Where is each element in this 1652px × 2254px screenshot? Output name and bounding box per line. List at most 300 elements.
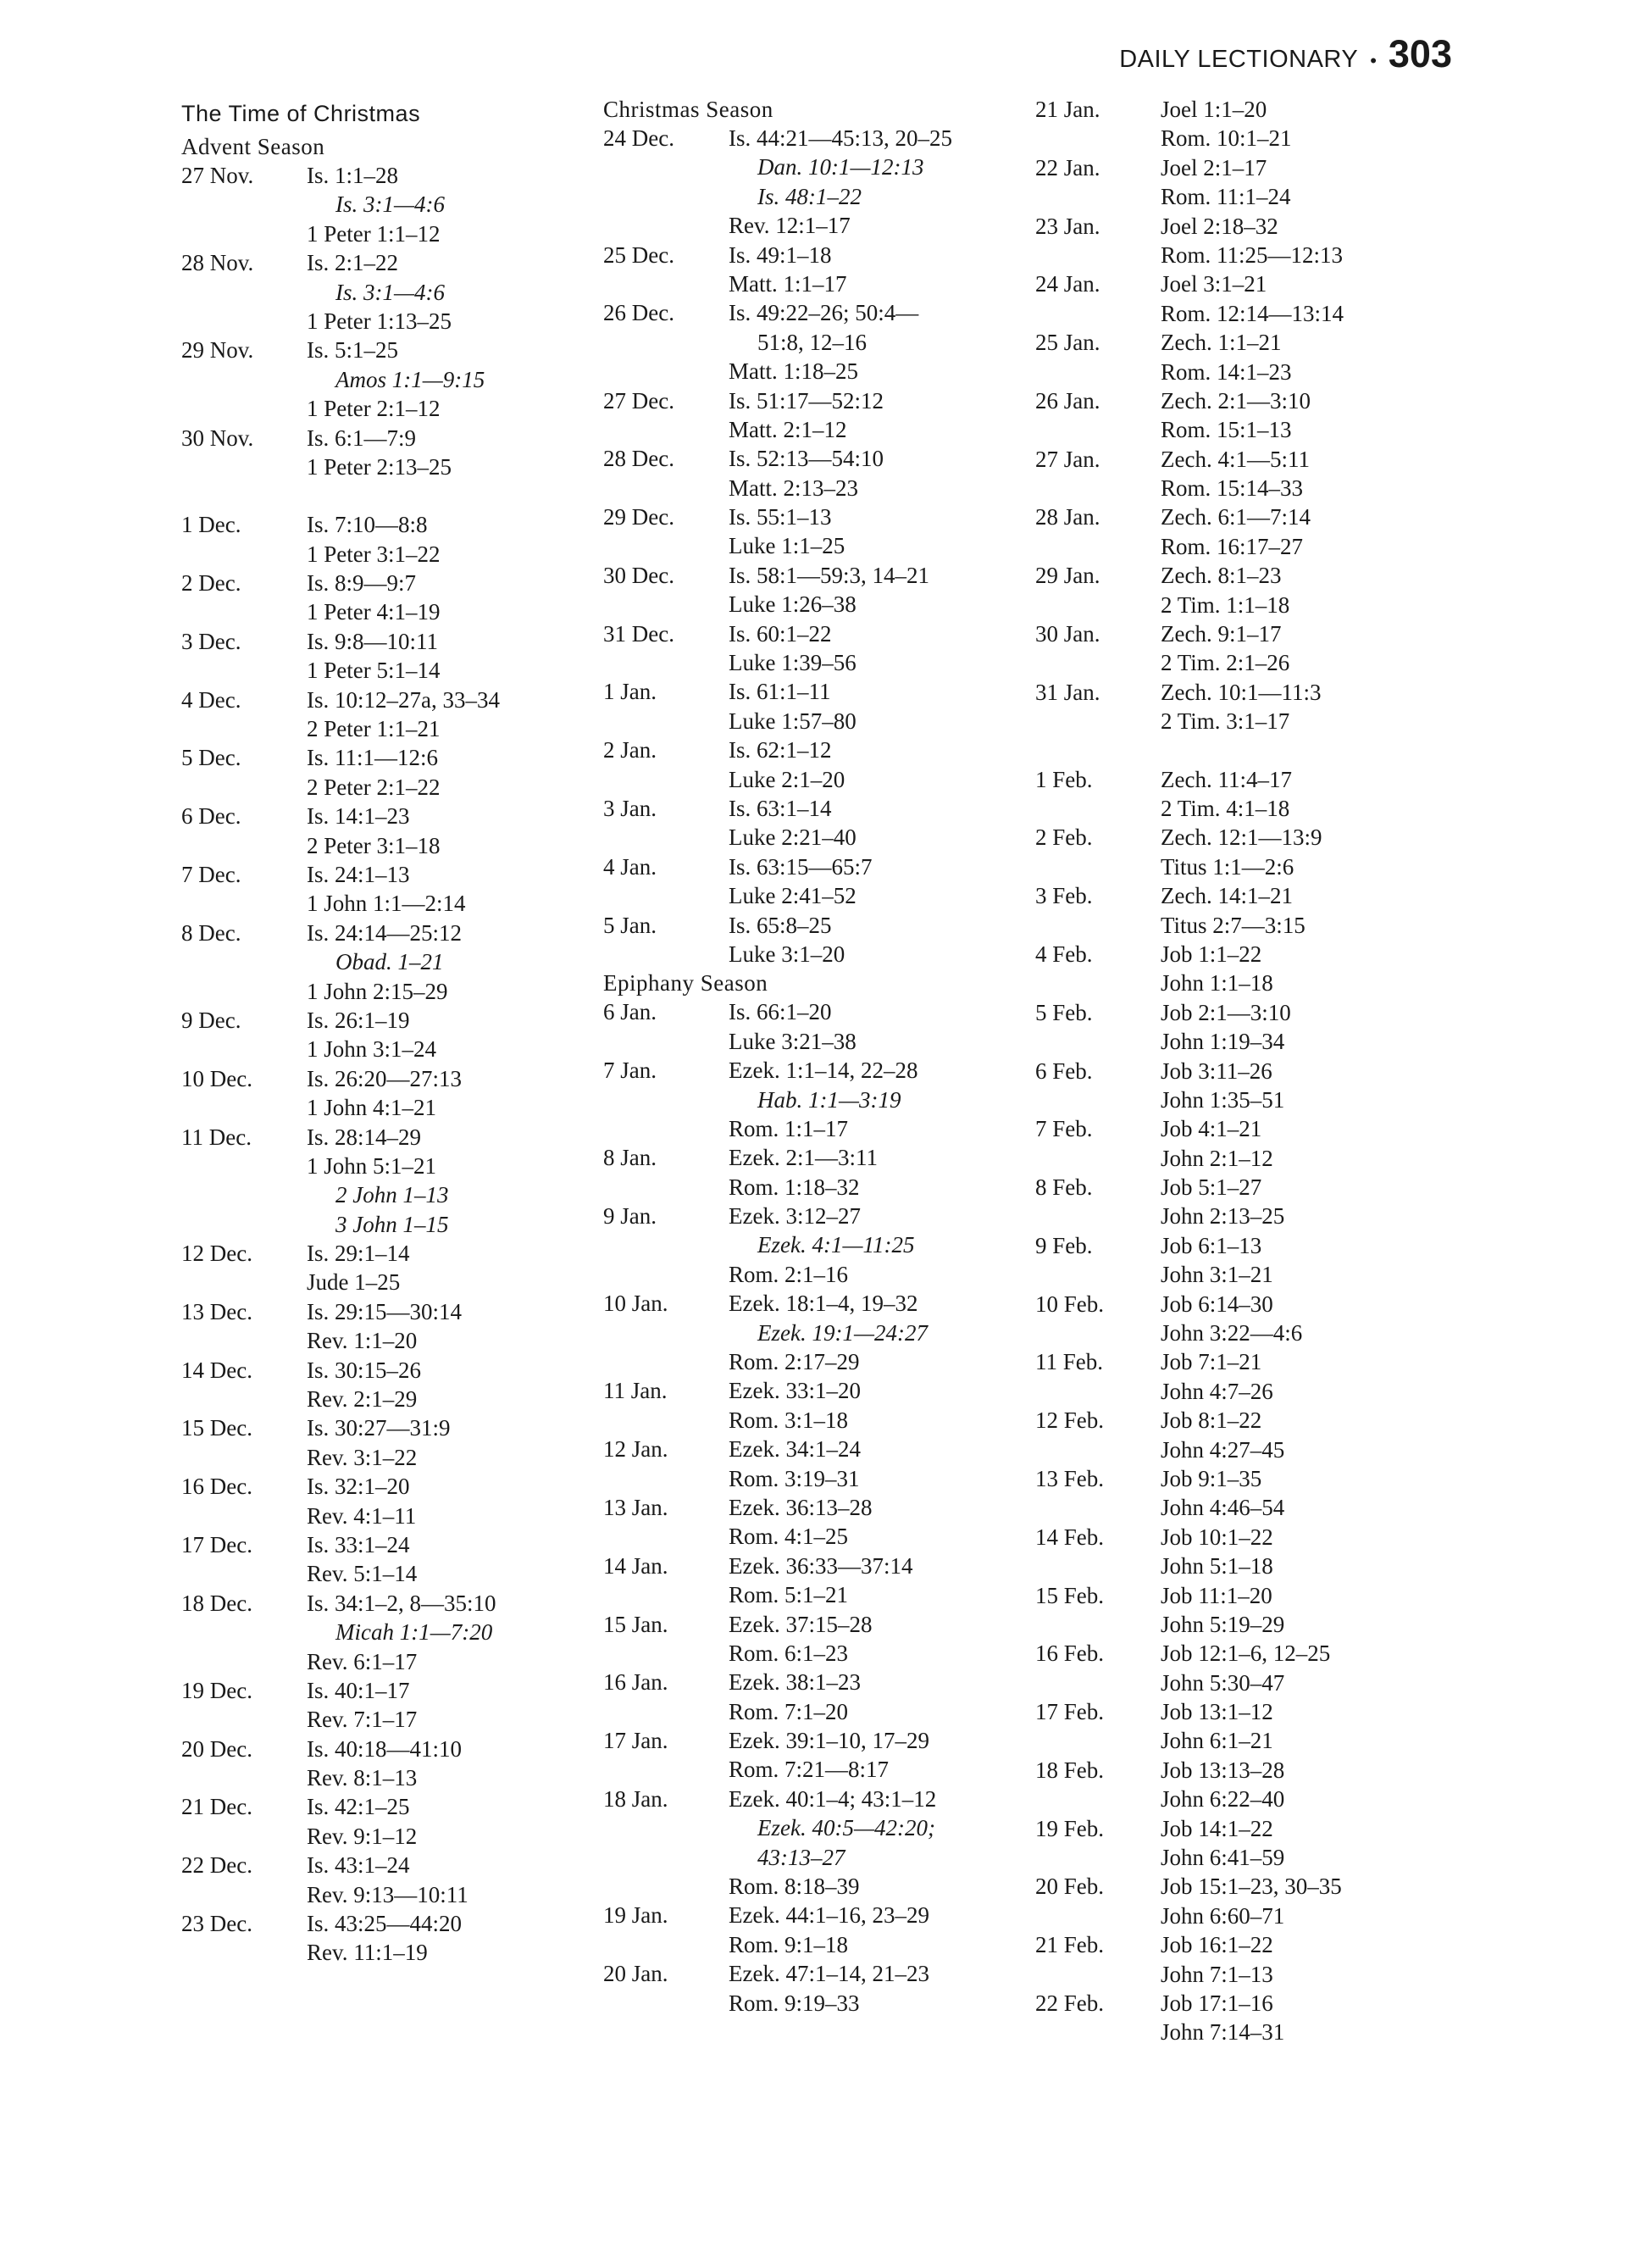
reading: Rom. 7:21—8:17 xyxy=(729,1757,890,1783)
lectionary-entry xyxy=(181,919,622,1006)
lectionary-column-1 xyxy=(181,95,622,1968)
entry-date: 2 Jan. xyxy=(603,737,657,763)
reading: Job 11:1–20 xyxy=(1161,1582,1272,1608)
reading: Job 15:1–23, 30–35 xyxy=(1161,1874,1342,1900)
entry-readings xyxy=(307,1356,622,1414)
reading: Is. 44:21—45:13, 20–25 xyxy=(729,125,953,151)
lectionary-entry xyxy=(1035,1581,1476,1640)
lectionary-entry xyxy=(181,743,622,802)
entry-date: 26 Jan. xyxy=(1035,387,1100,414)
entry-readings xyxy=(1161,881,1476,940)
reading: Matt. 1:18–25 xyxy=(729,358,858,385)
lectionary-entry xyxy=(1035,212,1476,270)
reading: Ezek. 2:1—3:11 xyxy=(729,1145,878,1171)
entry-date: 5 Jan. xyxy=(603,912,657,938)
reading: Is. 63:15—65:7 xyxy=(729,853,873,880)
lectionary-entry xyxy=(1035,1639,1476,1697)
reading: Is. 63:1–14 xyxy=(729,795,832,821)
reading: Job 10:1–22 xyxy=(1161,1524,1273,1550)
reading: 1 Peter 1:1–12 xyxy=(307,220,441,247)
entry-readings xyxy=(729,1435,1044,1493)
reading: Job 12:1–6, 12–25 xyxy=(1161,1641,1331,1667)
lectionary-entry xyxy=(181,1239,622,1297)
reading: Is. 14:1–23 xyxy=(307,803,410,830)
reading: Is. 34:1–2, 8—35:10 xyxy=(307,1590,496,1616)
reading: Zech. 8:1–23 xyxy=(1161,563,1282,589)
lectionary-entry xyxy=(181,1123,622,1240)
lectionary-entry xyxy=(1035,1464,1476,1523)
reading: 1 Peter 2:1–12 xyxy=(307,396,441,422)
entry-readings xyxy=(307,510,622,569)
lectionary-entry xyxy=(603,619,1044,678)
alternate-reading: Micah 1:1—7:20 xyxy=(335,1619,493,1646)
reading: Ezek. 44:1–16, 23–29 xyxy=(729,1902,929,1929)
reading: John 6:22–40 xyxy=(1161,1786,1285,1813)
lectionary-entry xyxy=(181,1792,622,1851)
entry-readings xyxy=(307,569,622,627)
entry-date: 24 Dec. xyxy=(603,125,674,151)
reading: Is. 52:13—54:10 xyxy=(729,446,884,472)
entry-date: 16 Jan. xyxy=(603,1669,668,1696)
reading: 1 Peter 2:13–25 xyxy=(307,453,452,480)
entry-date: 15 Feb. xyxy=(1035,1582,1104,1608)
reading: Job 13:1–12 xyxy=(1161,1699,1273,1725)
entry-readings xyxy=(307,248,622,336)
lectionary-entry xyxy=(1035,1290,1476,1348)
entry-date: 11 Dec. xyxy=(181,1124,252,1150)
reading: Ezek. 33:1–20 xyxy=(729,1378,861,1404)
reading: Rom. 9:1–18 xyxy=(729,1931,849,1957)
lectionary-entry xyxy=(1035,1231,1476,1290)
reading: Rom. 11:25—12:13 xyxy=(1161,242,1344,268)
reading: Is. 26:1–19 xyxy=(307,1007,410,1033)
season-heading: Epiphany Season xyxy=(603,970,768,997)
reading: 2 Peter 2:1–22 xyxy=(307,774,441,800)
reading: Zech. 14:1–21 xyxy=(1161,883,1293,909)
lectionary-entry xyxy=(1035,1173,1476,1231)
reading: John 2:1–12 xyxy=(1161,1145,1273,1171)
lectionary-entry xyxy=(181,860,622,919)
reading: Rom. 7:1–20 xyxy=(729,1698,849,1724)
entry-readings xyxy=(729,1552,1044,1610)
reading: Job 9:1–35 xyxy=(1161,1465,1262,1491)
entry-date: 28 Dec. xyxy=(603,446,674,472)
reading: John 6:60–71 xyxy=(1161,1902,1285,1929)
reading: John 1:19–34 xyxy=(1161,1029,1285,1055)
reading: Job 14:1–22 xyxy=(1161,1815,1273,1841)
running-head xyxy=(1119,32,1452,76)
entry-date: 18 Dec. xyxy=(181,1590,252,1616)
lectionary-entry xyxy=(181,1413,622,1472)
lectionary-entry xyxy=(603,1785,1044,1901)
reading: Is. 49:22–26; 50:4— xyxy=(729,300,919,326)
entry-date: 17 Jan. xyxy=(603,1728,668,1754)
entry-date: 9 Jan. xyxy=(603,1203,657,1230)
entry-readings xyxy=(1161,1756,1476,1814)
reading: John 5:19–29 xyxy=(1161,1611,1285,1637)
entry-readings xyxy=(729,1726,1044,1785)
entry-date: 12 Dec. xyxy=(181,1241,252,1267)
entry-date: 15 Dec. xyxy=(181,1415,252,1441)
entry-date: 6 Dec. xyxy=(181,803,241,830)
reading: Rev. 11:1–19 xyxy=(307,1940,428,1966)
lectionary-entry xyxy=(603,1668,1044,1726)
alternate-reading: Hab. 1:1—3:19 xyxy=(757,1086,901,1113)
entry-date: 23 Dec. xyxy=(181,1911,252,1937)
entry-readings xyxy=(307,1909,622,1968)
entry-date: 14 Feb. xyxy=(1035,1524,1104,1550)
entry-readings xyxy=(307,1413,622,1472)
lectionary-entry xyxy=(181,1472,622,1530)
lectionary-entry xyxy=(1035,1814,1476,1873)
lectionary-entry xyxy=(1035,998,1476,1057)
entry-readings xyxy=(307,1239,622,1297)
entry-readings xyxy=(729,1901,1044,1959)
lectionary-column-3 xyxy=(1035,95,1476,2047)
entry-date: 21 Feb. xyxy=(1035,1932,1104,1958)
reading: 1 Peter 4:1–19 xyxy=(307,599,441,625)
lectionary-entry xyxy=(603,677,1044,736)
lectionary-entry xyxy=(1035,678,1476,736)
reading: Is. 30:15–26 xyxy=(307,1357,421,1383)
reading: Luke 2:41–52 xyxy=(729,883,856,909)
reading: Joel 2:18–32 xyxy=(1161,213,1278,239)
lectionary-entry xyxy=(1035,823,1476,881)
entry-date: 20 Jan. xyxy=(603,1961,668,1987)
entry-date: 15 Jan. xyxy=(603,1611,668,1637)
reading: Zech. 9:1–17 xyxy=(1161,621,1282,647)
lectionary-entry xyxy=(1035,940,1476,998)
reading: Job 17:1–16 xyxy=(1161,1990,1273,2016)
reading: Rom. 15:1–13 xyxy=(1161,417,1292,443)
reading: Is. 51:17—52:12 xyxy=(729,387,884,414)
reading: Is. 1:1–28 xyxy=(307,163,398,188)
lectionary-entry xyxy=(603,1376,1044,1435)
lectionary-entry xyxy=(1035,269,1476,328)
entry-readings xyxy=(1161,269,1476,328)
reading: 1 Peter 1:13–25 xyxy=(307,308,452,334)
lectionary-entry xyxy=(181,424,622,482)
entry-date: 1 Dec. xyxy=(181,512,241,538)
entry-readings xyxy=(1161,1814,1476,1873)
alternate-reading: 43:13–27 xyxy=(757,1844,845,1870)
alternate-reading: 51:8, 12–16 xyxy=(757,329,868,355)
reading: Zech. 1:1–21 xyxy=(1161,330,1282,356)
entry-readings xyxy=(1161,1114,1476,1173)
reading: Ezek. 1:1–14, 22–28 xyxy=(729,1058,918,1084)
entry-date: 29 Jan. xyxy=(1035,563,1100,589)
reading: 2 Tim. 3:1–17 xyxy=(1161,708,1290,735)
reading: Rom. 6:1–23 xyxy=(729,1640,849,1666)
reading: Is. 66:1–20 xyxy=(729,999,832,1025)
entry-date: 17 Dec. xyxy=(181,1531,252,1557)
reading: Job 13:13–28 xyxy=(1161,1757,1285,1783)
lectionary-entry xyxy=(181,248,622,336)
reading: Is. 26:20—27:13 xyxy=(307,1065,463,1091)
entry-readings xyxy=(1161,823,1476,881)
lectionary-entry xyxy=(181,686,622,744)
reading: Ezek. 40:1–4; 43:1–12 xyxy=(729,1785,937,1812)
reading: Ezek. 3:12–27 xyxy=(729,1203,861,1230)
reading: Rom. 16:17–27 xyxy=(1161,533,1304,559)
entry-readings xyxy=(729,241,1044,299)
reading: Rom. 4:1–25 xyxy=(729,1524,849,1550)
entry-readings xyxy=(729,911,1044,969)
reading: Job 6:1–13 xyxy=(1161,1232,1262,1258)
entry-date: 8 Dec. xyxy=(181,919,241,946)
lectionary-entry xyxy=(1035,1697,1476,1756)
entry-readings xyxy=(1161,940,1476,998)
reading: Job 2:1—3:10 xyxy=(1161,999,1291,1025)
entry-date: 23 Jan. xyxy=(1035,213,1100,239)
lectionary-entry xyxy=(181,161,622,248)
reading: 1 John 4:1–21 xyxy=(307,1095,437,1121)
lectionary-entry xyxy=(603,1610,1044,1668)
entry-readings xyxy=(729,852,1044,911)
entry-readings xyxy=(307,161,622,248)
entry-date: 30 Nov. xyxy=(181,425,254,451)
entry-date: 18 Feb. xyxy=(1035,1757,1104,1783)
entry-date: 9 Feb. xyxy=(1035,1232,1093,1258)
entry-date: 4 Feb. xyxy=(1035,941,1093,967)
entry-date: 28 Nov. xyxy=(181,250,254,276)
reading: Is. 58:1—59:3, 14–21 xyxy=(729,562,930,588)
reading: Is. 49:1–18 xyxy=(729,242,832,268)
reading: Is. 6:1—7:9 xyxy=(307,425,417,451)
entry-date: 14 Jan. xyxy=(603,1552,668,1579)
entry-readings xyxy=(1161,561,1476,619)
reading: Rom. 11:1–24 xyxy=(1161,184,1291,210)
entry-readings xyxy=(307,686,622,744)
reading: Is. 65:8–25 xyxy=(729,912,832,938)
lectionary-entry xyxy=(1035,1989,1476,2047)
reading: Rom. 1:18–32 xyxy=(729,1174,860,1200)
entry-readings xyxy=(1161,1464,1476,1523)
alternate-reading: Is. 48:1–22 xyxy=(757,183,862,209)
entry-readings xyxy=(307,336,622,423)
reading: John 4:46–54 xyxy=(1161,1495,1285,1521)
lectionary-entry xyxy=(603,386,1044,445)
entry-date: 20 Feb. xyxy=(1035,1874,1104,1900)
entry-date: 30 Dec. xyxy=(603,562,674,588)
reading: Titus 2:7—3:15 xyxy=(1161,912,1306,938)
entry-readings xyxy=(729,1202,1044,1289)
lectionary-entry xyxy=(603,1493,1044,1552)
entry-readings xyxy=(307,1530,622,1589)
entry-date: 18 Jan. xyxy=(603,1785,668,1812)
lectionary-entry xyxy=(603,124,1044,241)
reading: Ezek. 39:1–10, 17–29 xyxy=(729,1728,929,1754)
entry-date: 7 Dec. xyxy=(181,861,241,887)
lectionary-entry xyxy=(603,241,1044,299)
lectionary-entry xyxy=(181,1297,622,1356)
entry-date: 8 Feb. xyxy=(1035,1174,1093,1201)
reading: Rev. 12:1–17 xyxy=(729,213,851,239)
lectionary-entry xyxy=(181,569,622,627)
lectionary-entry xyxy=(1035,445,1476,503)
entry-readings xyxy=(729,677,1044,736)
reading: Luke 1:39–56 xyxy=(729,650,856,676)
lectionary-entry xyxy=(181,1530,622,1589)
lectionary-entry xyxy=(603,1726,1044,1785)
spacer xyxy=(1035,736,1476,765)
reading: Joel 1:1–20 xyxy=(1161,97,1267,122)
reading: Job 8:1–22 xyxy=(1161,1407,1262,1434)
entry-date: 11 Feb. xyxy=(1035,1349,1103,1375)
lectionary-entry xyxy=(1035,1872,1476,1930)
entry-readings xyxy=(729,1143,1044,1202)
reading: Job 7:1–21 xyxy=(1161,1349,1262,1375)
entry-date: 13 Dec. xyxy=(181,1298,252,1324)
reading: Job 1:1–22 xyxy=(1161,941,1262,967)
lectionary-entry xyxy=(603,852,1044,911)
entry-readings xyxy=(307,1792,622,1851)
entry-date: 5 Feb. xyxy=(1035,999,1093,1025)
reading: Rev. 5:1–14 xyxy=(307,1561,418,1587)
entry-readings xyxy=(1161,153,1476,212)
alternate-reading: Ezek. 4:1—11:25 xyxy=(757,1232,915,1258)
entry-readings xyxy=(729,1056,1044,1143)
entry-date: 4 Jan. xyxy=(603,853,657,880)
entry-date: 7 Jan. xyxy=(603,1058,657,1084)
entry-readings xyxy=(307,1064,622,1123)
reading: Rom. 10:1–21 xyxy=(1161,125,1292,152)
entry-readings xyxy=(307,1735,622,1793)
lectionary-entry xyxy=(181,627,622,686)
lectionary-column-2 xyxy=(603,95,1044,2018)
lectionary-entry xyxy=(603,1202,1044,1289)
lectionary-entry xyxy=(181,1676,622,1735)
lectionary-entry xyxy=(603,736,1044,794)
reading: Zech. 4:1—5:11 xyxy=(1161,446,1310,472)
entry-date: 28 Jan. xyxy=(1035,504,1100,530)
reading: Rom. 14:1–23 xyxy=(1161,358,1292,385)
lectionary-entry xyxy=(603,444,1044,502)
entry-readings xyxy=(1161,1930,1476,1989)
entry-date: 30 Jan. xyxy=(1035,621,1100,647)
entry-readings xyxy=(1161,619,1476,678)
reading: Job 4:1–21 xyxy=(1161,1116,1262,1142)
entry-date: 25 Jan. xyxy=(1035,330,1100,356)
lectionary-entry xyxy=(1035,1057,1476,1115)
entry-readings xyxy=(1161,328,1476,386)
lectionary-entry xyxy=(181,1735,622,1793)
lectionary-entry xyxy=(1035,153,1476,212)
entry-readings xyxy=(1161,502,1476,561)
entry-date: 11 Jan. xyxy=(603,1378,668,1404)
entry-date: 7 Feb. xyxy=(1035,1116,1093,1142)
alternate-reading: Is. 3:1—4:6 xyxy=(335,279,445,305)
reading: Rom. 8:18–39 xyxy=(729,1874,860,1900)
reading: Rev. 4:1–11 xyxy=(307,1502,417,1529)
lectionary-entry xyxy=(603,1056,1044,1143)
reading: 1 Peter 5:1–14 xyxy=(307,658,441,684)
running-head-title: DAILY LECTIONARY xyxy=(1119,46,1359,73)
entry-readings xyxy=(729,444,1044,502)
reading: Zech. 11:4–17 xyxy=(1161,766,1292,792)
reading: Job 6:14–30 xyxy=(1161,1291,1273,1317)
lectionary-entry xyxy=(1035,386,1476,445)
reading: Ezek. 36:13–28 xyxy=(729,1494,873,1520)
reading: 1 John 2:15–29 xyxy=(307,978,448,1004)
reading: Is. 29:15—30:14 xyxy=(307,1298,463,1324)
reading: Is. 24:14—25:12 xyxy=(307,919,463,946)
entry-readings xyxy=(729,1376,1044,1435)
lectionary-entry xyxy=(181,510,622,569)
entry-readings xyxy=(1161,1581,1476,1640)
entry-date: 27 Jan. xyxy=(1035,446,1100,472)
entry-date: 3 Jan. xyxy=(603,795,657,821)
running-head-bullet: • xyxy=(1370,50,1377,71)
lectionary-entry xyxy=(603,1289,1044,1376)
reading: Is. 11:1—12:6 xyxy=(307,745,438,771)
reading: Joel 3:1–21 xyxy=(1161,271,1267,297)
lectionary-entry xyxy=(603,997,1044,1056)
reading: John 1:35–51 xyxy=(1161,1086,1285,1113)
reading: Rev. 9:13—10:11 xyxy=(307,1881,468,1907)
reading: Rom. 5:1–21 xyxy=(729,1582,849,1608)
entry-readings xyxy=(1161,1989,1476,2047)
reading: Rev. 9:1–12 xyxy=(307,1823,418,1849)
lectionary-entry xyxy=(1035,881,1476,940)
entry-date: 3 Dec. xyxy=(181,628,241,654)
reading: Rev. 7:1–17 xyxy=(307,1707,418,1733)
entry-date: 27 Nov. xyxy=(181,163,254,188)
entry-readings xyxy=(307,1472,622,1530)
entry-readings xyxy=(729,997,1044,1056)
reading: Zech. 10:1—11:3 xyxy=(1161,679,1322,705)
reading: Ezek. 38:1–23 xyxy=(729,1669,861,1696)
entry-date: 10 Feb. xyxy=(1035,1291,1104,1317)
entry-readings xyxy=(729,298,1044,386)
reading: John 2:13–25 xyxy=(1161,1203,1285,1230)
entry-readings xyxy=(307,802,622,860)
entry-readings xyxy=(1161,998,1476,1057)
entry-date: 16 Feb. xyxy=(1035,1641,1104,1667)
lectionary-entry xyxy=(603,911,1044,969)
entry-date: 3 Feb. xyxy=(1035,883,1093,909)
reading: Luke 1:57–80 xyxy=(729,708,856,734)
reading: Rom. 15:14–33 xyxy=(1161,475,1304,502)
lectionary-entry xyxy=(603,794,1044,852)
reading: Zech. 12:1—13:9 xyxy=(1161,824,1322,851)
reading: Zech. 2:1—3:10 xyxy=(1161,387,1311,414)
entry-date: 2 Dec. xyxy=(181,570,241,597)
reading: 2 Tim. 1:1–18 xyxy=(1161,591,1290,618)
reading: Is. 30:27—31:9 xyxy=(307,1415,451,1441)
entry-date: 13 Feb. xyxy=(1035,1465,1104,1491)
entry-readings xyxy=(1161,1523,1476,1581)
entry-date: 31 Jan. xyxy=(1035,679,1100,705)
reading: Rom. 1:1–17 xyxy=(729,1115,849,1141)
entry-date: 5 Dec. xyxy=(181,745,241,771)
reading: 2 Peter 3:1–18 xyxy=(307,832,441,858)
reading: Rev. 1:1–20 xyxy=(307,1328,418,1354)
entry-readings xyxy=(729,1785,1044,1901)
reading: Ezek. 34:1–24 xyxy=(729,1436,861,1463)
entry-readings xyxy=(307,743,622,802)
entry-date: 12 Jan. xyxy=(603,1436,668,1463)
reading: Is. 2:1–22 xyxy=(307,250,398,276)
entry-date: 6 Jan. xyxy=(603,999,657,1025)
entry-readings xyxy=(307,860,622,919)
reading: Is. 10:12–27a, 33–34 xyxy=(307,686,500,713)
lectionary-entry xyxy=(603,561,1044,619)
reading: Luke 3:21–38 xyxy=(729,1028,856,1054)
reading: Is. 43:25—44:20 xyxy=(307,1911,463,1937)
entry-date: 22 Dec. xyxy=(181,1852,252,1879)
entry-date: 21 Jan. xyxy=(1035,97,1100,122)
